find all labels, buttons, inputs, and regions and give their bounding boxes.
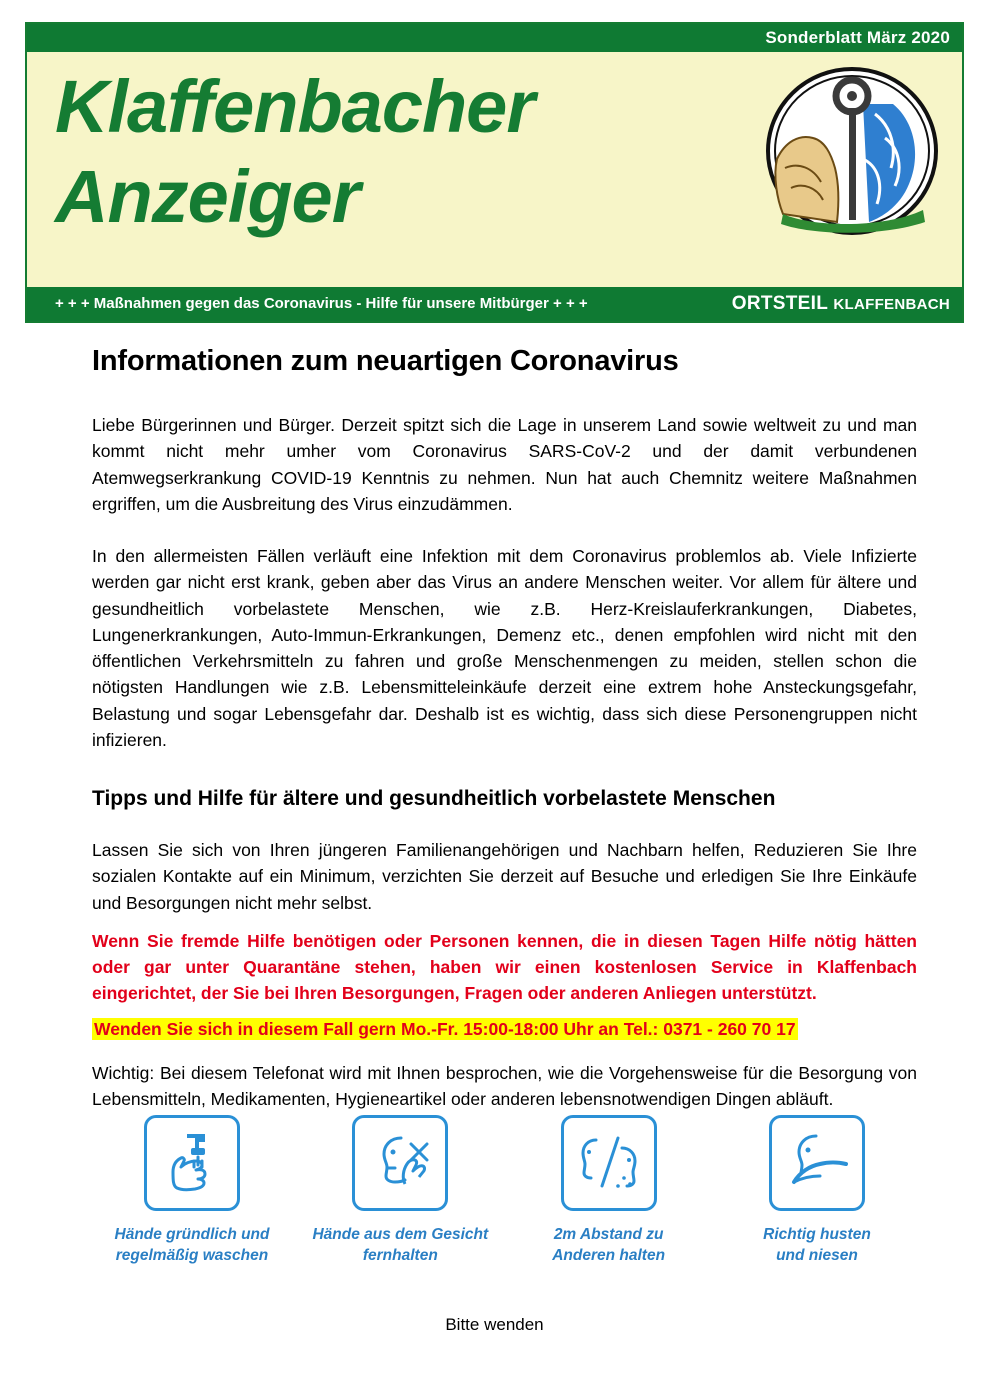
hotline-highlight: Wenden Sie sich in diesem Fall gern Mo.-Fr. 15:00-18:00 Uhr an Tel.: 0371 - 260 70 17 xyxy=(94,1018,796,1039)
hygiene-caption-line1: Hände gründlich und xyxy=(114,1226,270,1243)
section-subtitle: Tipps und Hilfe für ältere und gesundheitlich vorbelastete Menschen xyxy=(92,787,776,810)
hygiene-caption-line2: und niesen xyxy=(776,1246,858,1264)
masthead xyxy=(25,22,964,323)
paragraph-help-offer: Wenn Sie fremde Hilfe benötigen oder Personen kennen, die in diesen Tagen Hilfe nötig hätten oder gar unter Quarantäne stehen, haben wir einen kostenlosen Service in Klaffenbach eingerichtet, der Sie bei Ihren Besorgungen, Fragen oder anderen Anliegen unterstützt. xyxy=(92,930,917,1004)
issue-label: Sonderblatt März 2020 xyxy=(765,28,950,47)
ortsteil-label xyxy=(732,293,950,315)
hygiene-item-handwashing xyxy=(92,1115,292,1267)
ortsteil-name: KLAFFENBACH xyxy=(833,296,950,313)
article-content xyxy=(92,345,917,1138)
paragraph-important-note: Wichtig: Bei diesem Telefonat wird mit Ihnen besprochen, wie die Vorgehensweise für die Besorgung von Lebensmitteln, Medikamenten, Hygieneartikel oder anderen lebensnotwendigen Dingen abläuft. xyxy=(92,1062,917,1110)
social-distance-icon xyxy=(561,1115,657,1211)
hygiene-caption xyxy=(717,1225,917,1267)
masthead-bottom-bar xyxy=(27,287,962,321)
hygiene-caption xyxy=(300,1225,500,1267)
handwashing-icon xyxy=(144,1115,240,1211)
hygiene-item-social-distance xyxy=(509,1115,709,1267)
footer-note: Bitte wenden xyxy=(445,1315,544,1334)
ortsteil-prefix: ORTSTEIL xyxy=(731,293,828,314)
paragraph-tips: Lassen Sie sich von Ihren jüngeren Familienangehörigen und Nachbarn helfen, Reduzieren Sie Ihre sozialen Kontakte auf ein Minimum, verzichten Sie derzeit auf Besuche und erledigen Sie Ihre Einkäufe und Besorgungen nicht mehr selbst. xyxy=(92,840,917,913)
paragraph-intro: Liebe Bürgerinnen und Bürger. Derzeit spitzt sich die Lage in unserem Land sowie weltweit zu und man kommt nicht mehr umher vom Coronavirus SARS-CoV-2 und der damit verbundenen Atemwegserkrankung COVID-19 Kenntnis zu nehmen. Nun hat auch Chemnitz weitere Maßnahmen ergriffen, um die Ausbreitung des Virus einzudämmen. xyxy=(92,415,917,514)
masthead-body xyxy=(27,52,962,287)
klaffenbach-coat-of-arms-icon xyxy=(765,64,940,239)
hygiene-item-no-face-touching xyxy=(300,1115,500,1267)
masthead-slogan: + + + Maßnahmen gegen das Coronavirus - Hilfe für unsere Mitbürger + + + xyxy=(55,295,588,312)
masthead-top-bar xyxy=(27,24,962,52)
paragraph-risk-groups: In den allermeisten Fällen verläuft eine Infektion mit dem Coronavirus problemlos ab. Viele Infizierte werden gar nicht erst krank, geben aber das Virus an andere Menschen weiter. Vor allem für ältere und gesundheitlich vorbelastete Menschen, wie z.B. Herz-Kreislauferkrankungen, Diabetes, Lungenerkrankungen, Auto-Immun-Erkrankungen, Demenz etc., denen empfohlen wird nicht mit den öffentlichen Verkehrsmitteln zu fahren und große Menschenmengen zu meiden, stellen schon die nötigsten Handlungen wie z.B. Lebensmitteleinkäufe derzeit eine extrem hohe Ansteckungsgefahr, Belastung und sogar Lebensgefahr dar. Deshalb ist es wichtig, dass sich diese Personengruppen nicht infizieren. xyxy=(92,546,917,750)
hygiene-icons-row xyxy=(92,1115,917,1267)
no-face-touching-icon xyxy=(352,1115,448,1211)
hygiene-caption-line1: Hände aus dem Gesicht xyxy=(312,1226,489,1243)
page-title: Informationen zum neuartigen Coronavirus xyxy=(92,345,679,377)
paragraph-hotline xyxy=(92,1017,917,1042)
publication-title-line1: Klaffenbacher xyxy=(55,65,535,148)
hygiene-caption xyxy=(509,1225,709,1267)
hygiene-caption-line2: fernhalten xyxy=(362,1246,438,1264)
hygiene-caption-line1: 2m Abstand zu xyxy=(553,1226,664,1243)
hygiene-caption-line1: Richtig husten xyxy=(763,1226,871,1243)
hygiene-caption-line2: Anderen halten xyxy=(552,1246,666,1264)
publication-title xyxy=(55,62,755,243)
hygiene-item-cough-etiquette xyxy=(717,1115,917,1267)
hygiene-caption-line2: regelmäßig waschen xyxy=(115,1246,269,1264)
cough-into-elbow-icon xyxy=(769,1115,865,1211)
publication-title-line2: Anzeiger xyxy=(55,155,360,239)
hygiene-caption xyxy=(92,1225,292,1267)
